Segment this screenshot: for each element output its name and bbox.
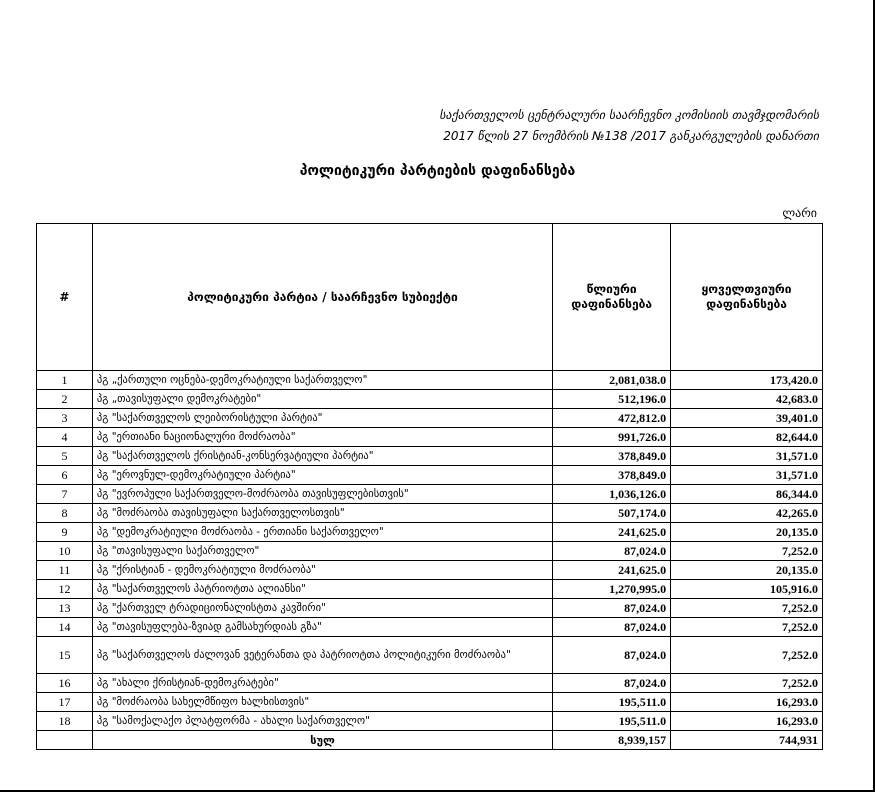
- monthly-amount: 105,916.0: [671, 580, 823, 599]
- table-row: [37, 485, 823, 504]
- annual-amount: 195,511.0: [553, 712, 671, 731]
- row-number: 9: [37, 523, 93, 542]
- annual-amount: 512,196.0: [553, 390, 671, 409]
- monthly-amount: 7,252.0: [671, 542, 823, 561]
- party-name: პგ "ერთიანი ნაციონალური მოძრაობა": [92, 428, 552, 447]
- party-name: პგ „თავისუფალი დემოკრატები": [92, 390, 552, 409]
- table-row: [37, 409, 823, 428]
- party-name: პგ "ქართველ ტრადიციონალისტთა კავშირი": [92, 599, 552, 618]
- row-number: 5: [37, 447, 93, 466]
- table-row: [37, 447, 823, 466]
- table-row: [37, 693, 823, 712]
- table-body: [37, 371, 823, 731]
- row-number: 1: [37, 371, 93, 390]
- annual-amount: 378,849.0: [553, 466, 671, 485]
- financing-table: [36, 223, 823, 750]
- row-number: 16: [37, 674, 93, 693]
- annual-amount: 991,726.0: [553, 428, 671, 447]
- row-number: 15: [37, 637, 93, 674]
- row-number: 6: [37, 466, 93, 485]
- monthly-amount: 16,293.0: [671, 712, 823, 731]
- party-name: პგ "ახალი ქრისტიან-დემოკრატები": [92, 674, 552, 693]
- document-title: პოლიტიკური პარტიების დაფინანსება: [299, 163, 576, 179]
- annual-amount: 87,024.0: [553, 618, 671, 637]
- party-name: პგ "ეროვნულ-დემოკრატიული პარტია": [92, 466, 552, 485]
- monthly-amount: 42,683.0: [671, 390, 823, 409]
- party-name: პგ "საქართველოს ქრისტიან-კონსერვატიული პარტია": [92, 447, 552, 466]
- monthly-amount: 20,135.0: [671, 523, 823, 542]
- annual-amount: 87,024.0: [553, 542, 671, 561]
- total-monthly: 744,931: [671, 731, 823, 750]
- table-row: [37, 428, 823, 447]
- row-number: 2: [37, 390, 93, 409]
- row-number: 7: [37, 485, 93, 504]
- monthly-amount: 173,420.0: [671, 371, 823, 390]
- annual-amount: 1,036,126.0: [553, 485, 671, 504]
- party-name: პგ "მოძრაობა თავისუფალი საქართველოსთვის": [92, 504, 552, 523]
- party-name: პგ "ევროპული საქართველო-მოძრაობა თავისუფლებისთვის": [92, 485, 552, 504]
- row-number: 3: [37, 409, 93, 428]
- currency-unit: ლარი: [782, 206, 817, 220]
- row-number: 14: [37, 618, 93, 637]
- header-line-1: საქართველოს ცენტრალური საარჩევნო კომისიის თავმჯდომარის: [439, 108, 819, 122]
- party-name: პგ "საქართველოს პატრიოტთა ალიანსი": [92, 580, 552, 599]
- column-header-monthly: ყოველთვიური დაფინანსება: [671, 224, 823, 371]
- annual-amount: 195,511.0: [553, 693, 671, 712]
- column-header-party: პოლიტიკური პარტია / საარჩევნო სუბიექტი: [92, 224, 552, 371]
- annual-amount: 2,081,038.0: [553, 371, 671, 390]
- annual-amount: 87,024.0: [553, 599, 671, 618]
- total-annual: 8,939,157: [553, 731, 671, 750]
- annual-amount: 378,849.0: [553, 447, 671, 466]
- monthly-amount: 7,252.0: [671, 599, 823, 618]
- monthly-amount: 7,252.0: [671, 618, 823, 637]
- monthly-amount: 7,252.0: [671, 674, 823, 693]
- monthly-amount: 86,344.0: [671, 485, 823, 504]
- row-number: 13: [37, 599, 93, 618]
- table-row: [37, 712, 823, 731]
- table-row: [37, 371, 823, 390]
- table-row: [37, 390, 823, 409]
- party-name: პგ "დემოკრატიული მოძრაობა - ერთიანი საქართველო": [92, 523, 552, 542]
- monthly-amount: 16,293.0: [671, 693, 823, 712]
- table-row: [37, 466, 823, 485]
- monthly-amount: 20,135.0: [671, 561, 823, 580]
- row-number: 18: [37, 712, 93, 731]
- monthly-amount: 7,252.0: [671, 637, 823, 674]
- row-number: 10: [37, 542, 93, 561]
- table-row: [37, 637, 823, 674]
- annual-amount: 1,270,995.0: [553, 580, 671, 599]
- row-number: 17: [37, 693, 93, 712]
- party-name: პგ "საქართველოს ძალოვან ვეტერანთა და პატრიოტთა პოლიტიკური მოძრაობა": [92, 637, 552, 674]
- monthly-amount: 39,401.0: [671, 409, 823, 428]
- party-name: პგ "სამოქალაქო პლატფორმა - ახალი საქართველო": [92, 712, 552, 731]
- annual-amount: 507,174.0: [553, 504, 671, 523]
- party-name: პგ "მოძრაობა სახელმწიფო ხალხისთვის": [92, 693, 552, 712]
- party-name: პგ "ქრისტიან - დემოკრატიული მოძრაობა": [92, 561, 552, 580]
- party-name: პგ „ქართული ოცნება-დემოკრატიული საქართველო": [92, 371, 552, 390]
- table-header-row: [37, 224, 823, 371]
- table-row: [37, 580, 823, 599]
- party-name: პგ "თავისუფლება-ზვიად გამსახურდიას გზა": [92, 618, 552, 637]
- monthly-amount: 31,571.0: [671, 466, 823, 485]
- annual-amount: 472,812.0: [553, 409, 671, 428]
- annual-amount: 87,024.0: [553, 637, 671, 674]
- total-label: სულ: [92, 731, 552, 750]
- monthly-amount: 82,644.0: [671, 428, 823, 447]
- table-row: [37, 504, 823, 523]
- table-row: [37, 674, 823, 693]
- table-row: [37, 561, 823, 580]
- table-row: [37, 523, 823, 542]
- header-line-2: 2017 წლის 27 ნოემბრის №138 /2017 განკარგულების დანართი: [443, 129, 819, 143]
- row-number: 4: [37, 428, 93, 447]
- annual-amount: 87,024.0: [553, 674, 671, 693]
- total-number-cell: [37, 731, 93, 750]
- row-number: 12: [37, 580, 93, 599]
- party-name: პგ "თავისუფალი საქართველო": [92, 542, 552, 561]
- table-row: [37, 618, 823, 637]
- table-row: [37, 599, 823, 618]
- annual-amount: 241,625.0: [553, 523, 671, 542]
- table-row: [37, 542, 823, 561]
- annual-amount: 241,625.0: [553, 561, 671, 580]
- column-header-annual: წლიური დაფინანსება: [553, 224, 671, 371]
- row-number: 8: [37, 504, 93, 523]
- total-row: [37, 731, 823, 750]
- party-name: პგ "საქართველოს ლეიბორისტული პარტია": [92, 409, 552, 428]
- monthly-amount: 42,265.0: [671, 504, 823, 523]
- monthly-amount: 31,571.0: [671, 447, 823, 466]
- column-header-number: #: [37, 224, 93, 371]
- row-number: 11: [37, 561, 93, 580]
